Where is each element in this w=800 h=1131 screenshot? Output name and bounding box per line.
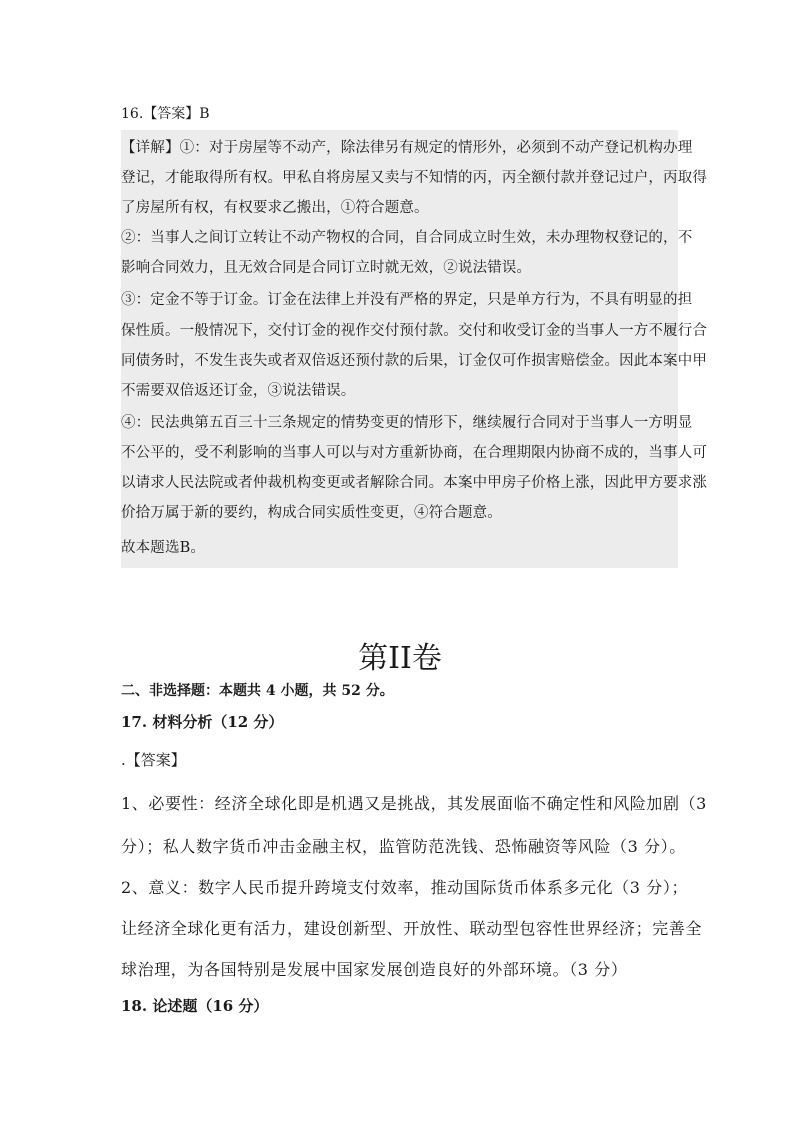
question-17-answer-label: .【答案】	[121, 751, 186, 769]
section-title: 第II卷	[358, 641, 442, 676]
answer-line: 1、必要性：经济全球化即是机遇又是挑战，其发展面临不确定性和风险加剧（3	[121, 794, 707, 813]
explanation-line: 登记，才能取得所有权。甲私自将房屋又卖与不知情的丙，丙全额付款并登记过户，丙取得	[121, 170, 707, 186]
answer-line: 球治理，为各国特别是发展中国家发展创造良好的外部环境。（3 分）	[121, 960, 628, 979]
question-16-explanation-box	[121, 130, 707, 568]
explanation-line: 了房屋所有权，有权要求乙搬出，①符合题意。	[121, 200, 429, 216]
explanation-line: 价拾万属于新的要约，构成合同实质性变更，④符合题意。	[121, 505, 502, 521]
explanation-line: 影响合同效力，且无效合同是合同订立时就无效，②说法错误。	[121, 260, 532, 276]
explanation-line: 同债务时，不发生丧失或者双倍返还预付款的后果，订金仅可作损害赔偿金。因此本案中甲	[121, 353, 707, 369]
explanation-line: ③：定金不等于订金。订金在法律上并没有严格的界定，只是单方行为，不具有明显的担	[121, 292, 693, 308]
explanation-line: 保性质。一般情况下，交付订金的视作交付预付款。交付和收受订金的当事人一方不履行合	[121, 323, 707, 339]
explanation-line: 以请求人民法院或者仲裁机构变更或者解除合同。本案中甲房子价格上涨，因此甲方要求涨	[121, 475, 707, 491]
explanation-line: ④：民法典第五百三十三条规定的情势变更的情形下，继续履行合同对于当事人一方明显	[121, 415, 693, 431]
explanation-line: 【详解】①：对于房屋等不动产，除法律另有规定的情形外，必须到不动产登记机构办理	[121, 140, 693, 156]
explanation-line: ②：当事人之间订立转让不动产物权的合同，自合同成立时生效，未办理物权登记的，不	[121, 230, 693, 246]
answer-line: 让经济全球化更有活力，建设创新型、开放性、联动型包容性世界经济；完善全	[121, 919, 703, 938]
question-16-answer-heading: 16.【答案】B	[121, 106, 210, 122]
question-17-title: 17. 材料分析（12 分）	[121, 713, 284, 731]
section-intro: 二、非选择题：本题共 4 小题，共 52 分。	[121, 683, 394, 699]
explanation-line: 不公平的，受不利影响的当事人可以与对方重新协商，在合理期限内协商不成的，当事人可	[121, 445, 707, 461]
question-18-title: 18. 论述题（16 分）	[121, 997, 269, 1015]
explanation-line: 不需要双倍返还订金，③说法错误。	[121, 383, 356, 399]
explanation-line: 故本题选B。	[121, 540, 206, 556]
answer-line: 分）；私人数字货币冲击金融主权，监管防范洗钱、恐怖融资等风险（3 分）。	[121, 837, 686, 856]
answer-line: 2、意义：数字人民币提升跨境支付效率，推动国际货币体系多元化（3 分）；	[121, 878, 689, 897]
